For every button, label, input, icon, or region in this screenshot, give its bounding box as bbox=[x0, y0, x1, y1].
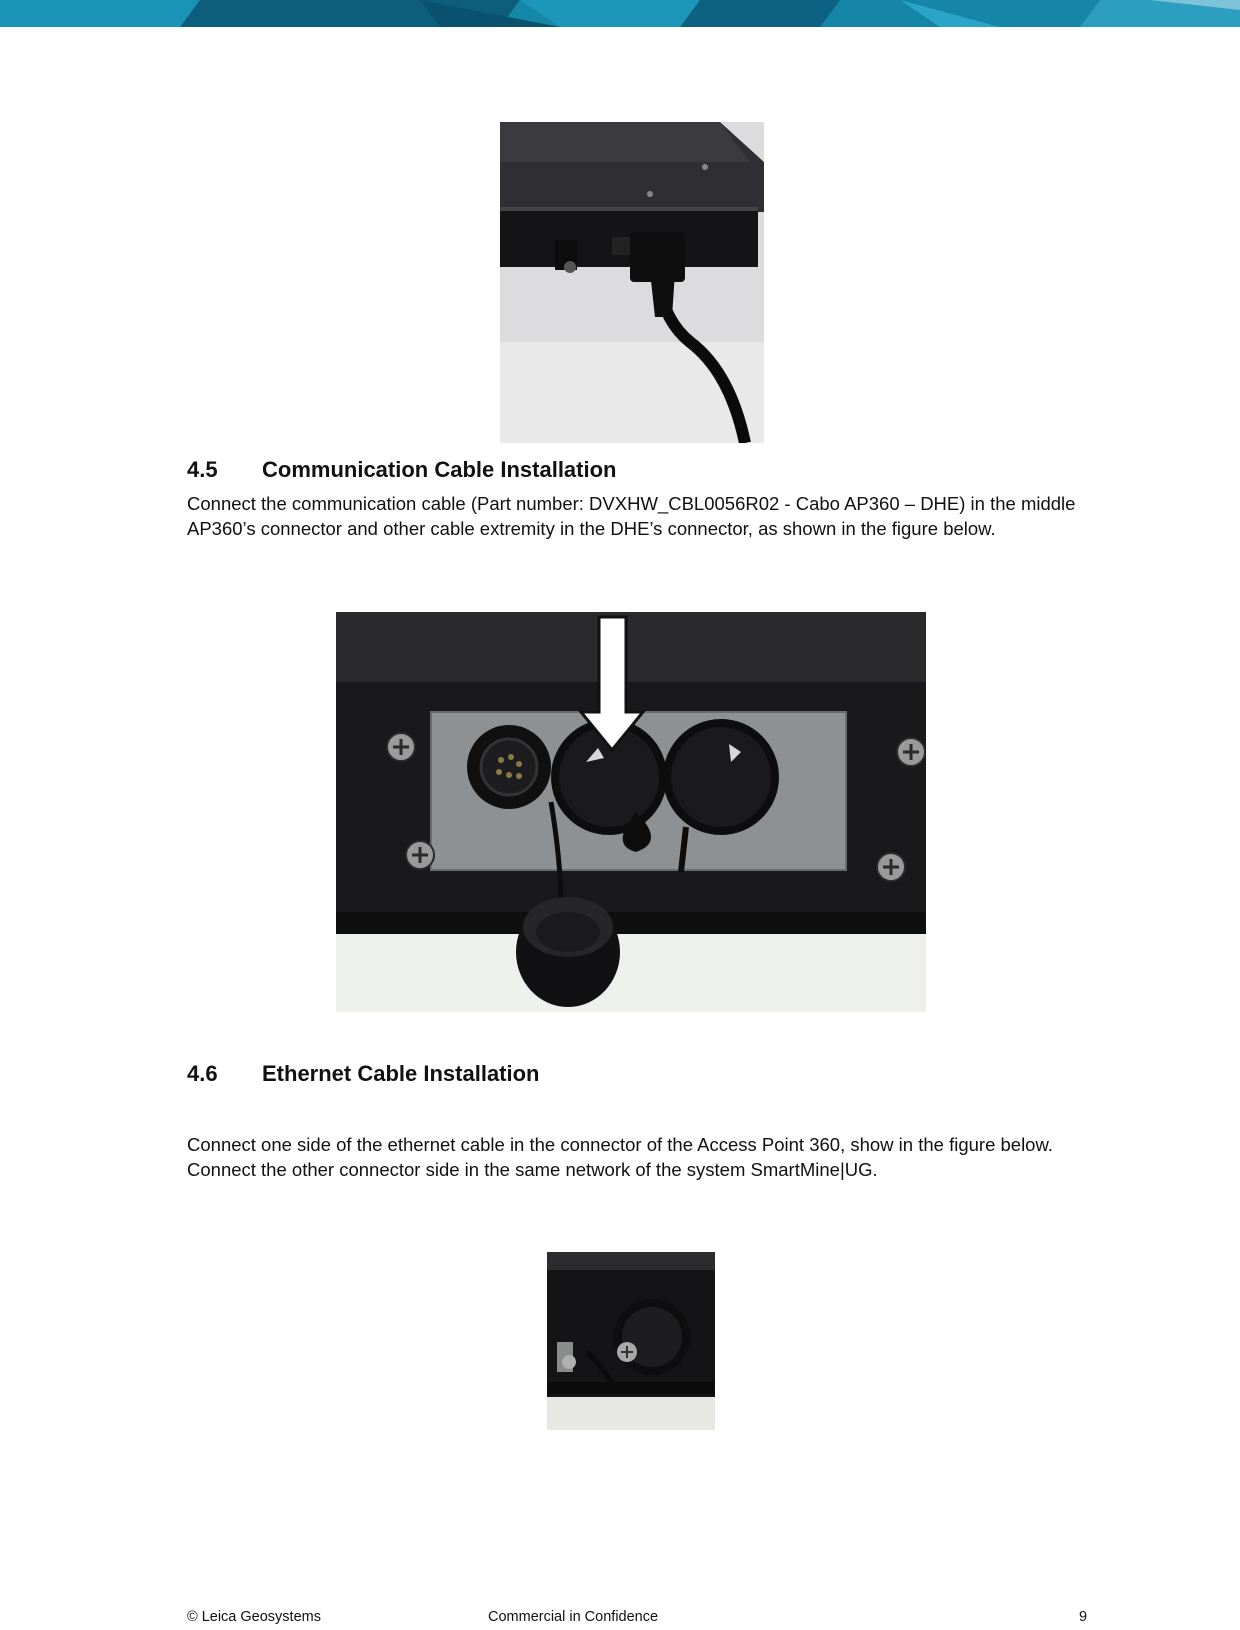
header-banner bbox=[0, 0, 1240, 27]
section-number: 4.6 bbox=[187, 1061, 218, 1086]
footer-confidentiality: Commercial in Confidence bbox=[488, 1609, 659, 1625]
footer-page-number: 9 bbox=[1079, 1609, 1088, 1625]
section-4-5-paragraph: Connect the communication cable (Part number: DVXHW_CBL0056R02 - Cabo AP360 – DHE) in the middle AP360’s connector and other cable extremity in the DHE’s connector, as shown in the figure below. bbox=[187, 493, 1076, 539]
section-number: 4.5 bbox=[187, 457, 218, 482]
figure-power-cable-photo bbox=[500, 122, 764, 443]
section-4-6-heading bbox=[187, 1061, 540, 1087]
section-title: Communication Cable Installation bbox=[262, 457, 617, 482]
figure-ethernet-connector-photo bbox=[547, 1252, 715, 1430]
footer-copyright: © Leica Geosystems bbox=[187, 1609, 321, 1625]
section-4-5-heading bbox=[187, 457, 616, 483]
section-4-6-paragraph: Connect one side of the ethernet cable in the connector of the Access Point 360, show in the figure below. Connect the other connector side in the same network of the system SmartMine|UG. bbox=[187, 1134, 1053, 1180]
figure-connector-panel-photo bbox=[336, 612, 926, 1012]
section-title: Ethernet Cable Installation bbox=[262, 1061, 540, 1086]
